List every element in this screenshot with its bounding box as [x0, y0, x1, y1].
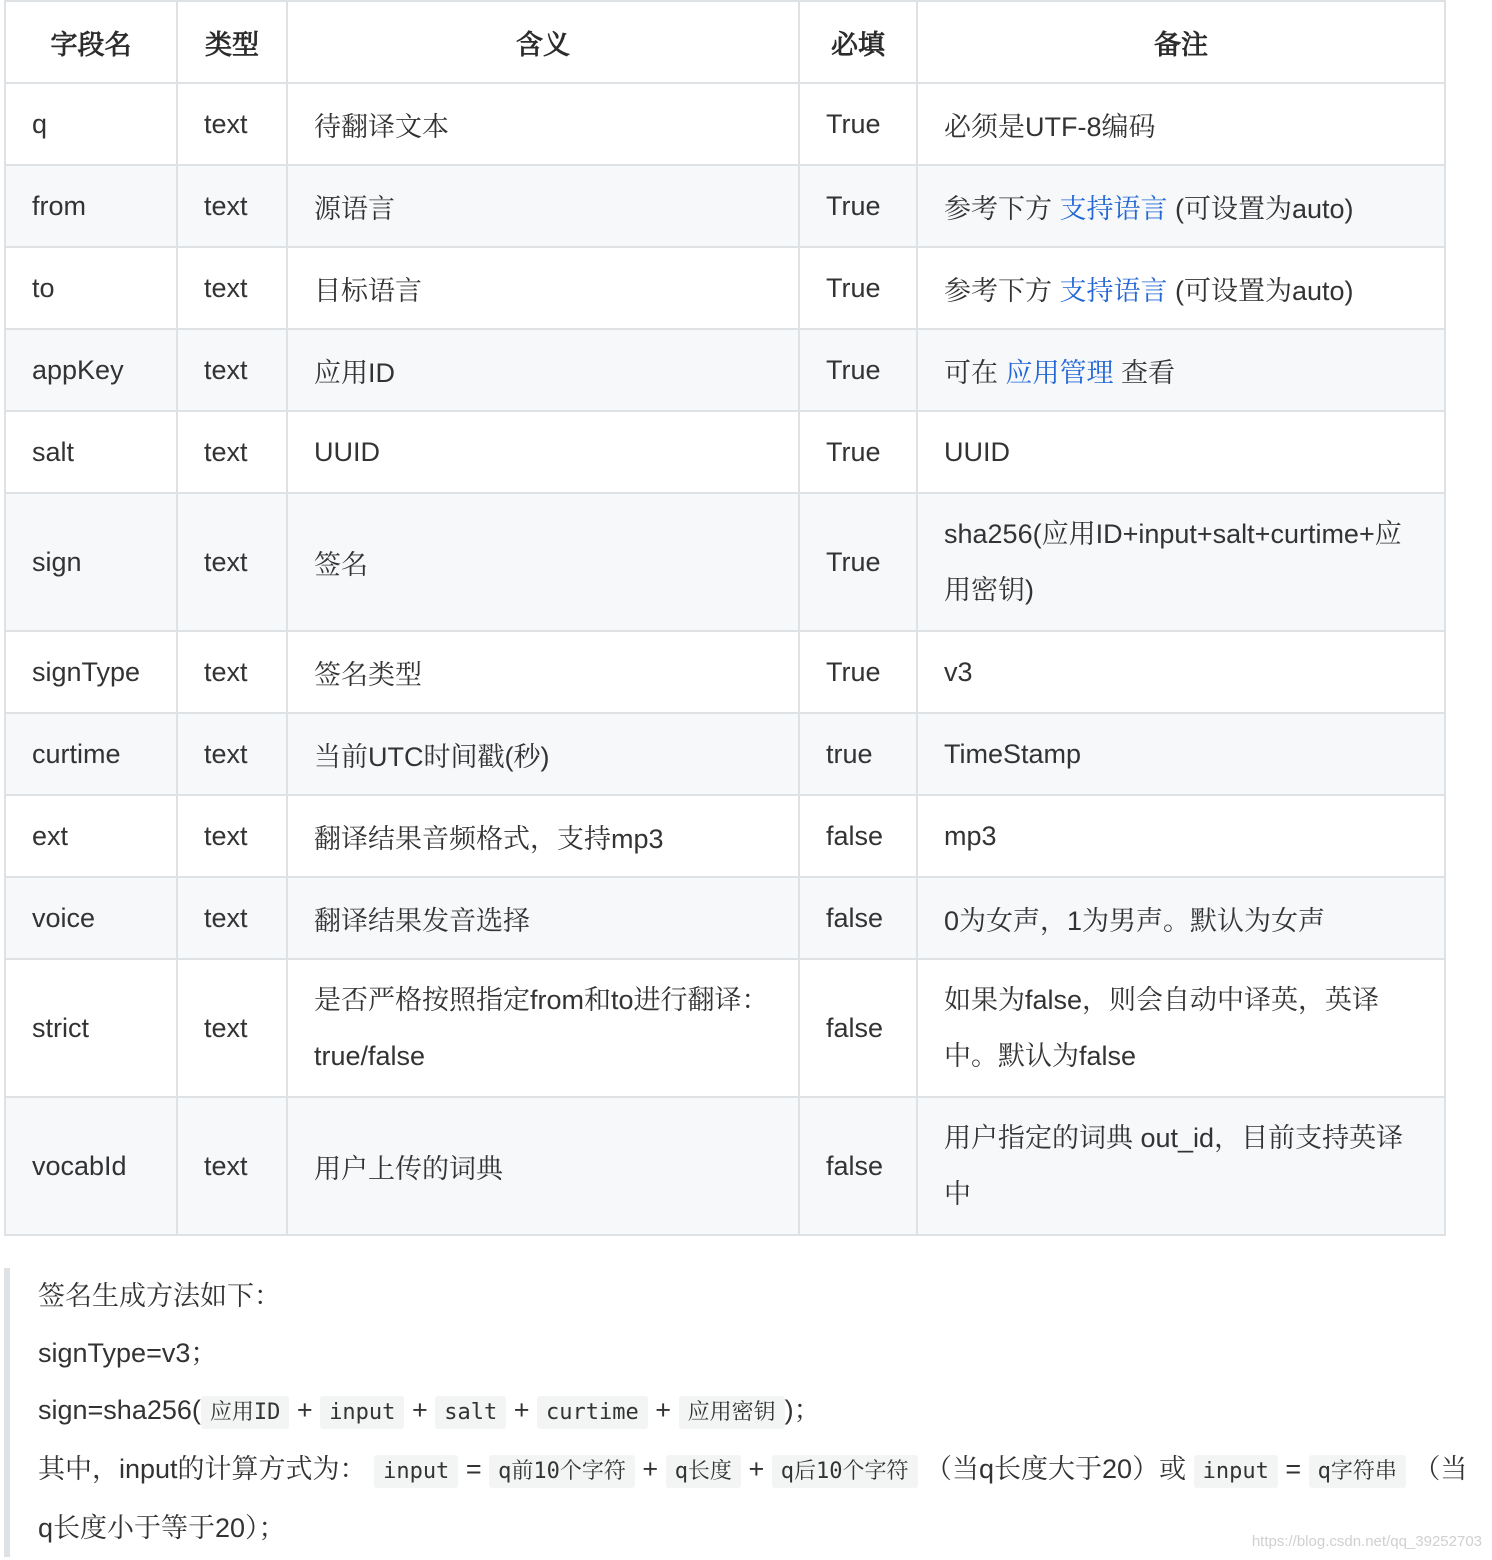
- cell-note: [917, 247, 1445, 329]
- plus-sign: +: [642, 1454, 659, 1484]
- code-input: input: [374, 1455, 458, 1488]
- cell-field: signType: [5, 631, 177, 713]
- cell-required: True: [799, 247, 917, 329]
- cell-note: 0为女声，1为男声。默认为女声: [917, 877, 1445, 959]
- cell-meaning: 当前UTC时间戳(秒): [287, 713, 799, 795]
- cell-field: ext: [5, 795, 177, 877]
- cell-required: True: [799, 631, 917, 713]
- cell-meaning: 源语言: [287, 165, 799, 247]
- note-suffix: (可设置为auto): [1167, 193, 1354, 224]
- table-row: [5, 247, 1445, 329]
- note-prefix: 可在: [944, 357, 1006, 388]
- header-type: 类型: [177, 1, 287, 83]
- plus-sign: +: [513, 1395, 530, 1425]
- cell-type: text: [177, 795, 287, 877]
- cell-field: salt: [5, 411, 177, 493]
- cell-note: [917, 329, 1445, 411]
- supported-languages-link[interactable]: 支持语言: [1059, 193, 1168, 224]
- table-row: [5, 795, 1445, 877]
- code-curtime: curtime: [537, 1396, 648, 1429]
- parameter-table: [4, 0, 1446, 1236]
- code-salt: salt: [435, 1396, 506, 1429]
- cell-note: sha256(应用ID+input+salt+curtime+应用密钥): [917, 493, 1445, 631]
- cell-type: text: [177, 959, 287, 1097]
- cell-required: True: [799, 493, 917, 631]
- cell-field: q: [5, 83, 177, 165]
- cell-meaning: 目标语言: [287, 247, 799, 329]
- header-note: 备注: [917, 1, 1445, 83]
- signature-note-blockquote: [4, 1268, 1468, 1557]
- cell-meaning: 翻译结果音频格式，支持mp3: [287, 795, 799, 877]
- sign-type-line: signType=v3；: [38, 1338, 218, 1368]
- cell-meaning: UUID: [287, 411, 799, 493]
- note-suffix: 查看: [1113, 357, 1176, 388]
- cell-field: strict: [5, 959, 177, 1097]
- code-input: input: [320, 1396, 404, 1429]
- cell-type: text: [177, 877, 287, 959]
- cell-type: text: [177, 83, 287, 165]
- table-row: [5, 631, 1445, 713]
- sign-formula-line: [38, 1382, 1468, 1441]
- signature-intro: 签名生成方法如下：: [38, 1281, 281, 1311]
- table-row: [5, 713, 1445, 795]
- cell-type: text: [177, 1097, 287, 1235]
- code-input: input: [1194, 1455, 1278, 1488]
- code-q-string: q字符串: [1309, 1455, 1406, 1488]
- cell-type: text: [177, 329, 287, 411]
- formula-suffix: )；: [784, 1395, 821, 1425]
- table-row: [5, 83, 1445, 165]
- cell-field: vocabId: [5, 1097, 177, 1235]
- table-row: [5, 493, 1445, 631]
- plus-sign: +: [748, 1454, 765, 1484]
- cell-meaning: 签名: [287, 493, 799, 631]
- cell-meaning: 应用ID: [287, 329, 799, 411]
- code-q-length: q长度: [666, 1455, 741, 1488]
- cell-required: True: [799, 329, 917, 411]
- supported-languages-link[interactable]: 支持语言: [1059, 275, 1168, 306]
- app-management-link[interactable]: 应用管理: [1005, 357, 1114, 388]
- calc-prefix: 其中，input的计算方式为：: [38, 1454, 367, 1484]
- formula-prefix: sign=sha256(: [38, 1395, 201, 1425]
- cell-type: text: [177, 631, 287, 713]
- cell-type: text: [177, 493, 287, 631]
- cell-note: 如果为false，则会自动中译英，英译中。默认为false: [917, 959, 1445, 1097]
- watermark: https://blog.csdn.net/qq_39252703: [1251, 1533, 1482, 1550]
- cell-required: True: [799, 83, 917, 165]
- cell-note: TimeStamp: [917, 713, 1445, 795]
- cell-note: 必须是UTF-8编码: [917, 83, 1445, 165]
- code-app-id: 应用ID: [201, 1396, 290, 1429]
- code-q-first-10: q前10个字符: [489, 1455, 635, 1488]
- header-meaning: 含义: [287, 1, 799, 83]
- cell-required: false: [799, 959, 917, 1097]
- cell-note: mp3: [917, 795, 1445, 877]
- table-row: [5, 959, 1445, 1097]
- table-header-row: [5, 1, 1445, 83]
- cell-note: [917, 165, 1445, 247]
- equals-sign: =: [1285, 1454, 1302, 1484]
- cell-field: appKey: [5, 329, 177, 411]
- plus-sign: +: [655, 1395, 672, 1425]
- cell-required: false: [799, 795, 917, 877]
- table-row: [5, 877, 1445, 959]
- cell-note: UUID: [917, 411, 1445, 493]
- note-prefix: 参考下方: [944, 193, 1060, 224]
- cell-meaning: 是否严格按照指定from和to进行翻译：true/false: [287, 959, 799, 1097]
- cell-field: from: [5, 165, 177, 247]
- calc-condition-long: （当q长度大于20）或: [925, 1454, 1187, 1484]
- cell-meaning: 翻译结果发音选择: [287, 877, 799, 959]
- note-prefix: 参考下方: [944, 275, 1060, 306]
- code-app-secret: 应用密钥: [679, 1396, 785, 1429]
- calc-condition-short: （当q长度小于等于20）；: [38, 1454, 1468, 1543]
- table-row: [5, 329, 1445, 411]
- cell-field: sign: [5, 493, 177, 631]
- equals-sign: =: [465, 1454, 482, 1484]
- cell-note: v3: [917, 631, 1445, 713]
- header-field: 字段名: [5, 1, 177, 83]
- cell-required: false: [799, 1097, 917, 1235]
- cell-required: false: [799, 877, 917, 959]
- table-row: [5, 1097, 1445, 1235]
- table-row: [5, 411, 1445, 493]
- cell-field: curtime: [5, 713, 177, 795]
- cell-type: text: [177, 247, 287, 329]
- cell-meaning: 签名类型: [287, 631, 799, 713]
- plus-sign: +: [411, 1395, 428, 1425]
- cell-type: text: [177, 411, 287, 493]
- cell-required: True: [799, 411, 917, 493]
- cell-type: text: [177, 713, 287, 795]
- cell-note: 用户指定的词典 out_id，目前支持英译中: [917, 1097, 1445, 1235]
- header-required: 必填: [799, 1, 917, 83]
- cell-field: to: [5, 247, 177, 329]
- cell-type: text: [177, 165, 287, 247]
- cell-required: true: [799, 713, 917, 795]
- cell-meaning: 待翻译文本: [287, 83, 799, 165]
- code-q-last-10: q后10个字符: [772, 1455, 918, 1488]
- cell-required: True: [799, 165, 917, 247]
- cell-meaning: 用户上传的词典: [287, 1097, 799, 1235]
- table-row: [5, 165, 1445, 247]
- note-suffix: (可设置为auto): [1167, 275, 1354, 306]
- plus-sign: +: [296, 1395, 313, 1425]
- cell-field: voice: [5, 877, 177, 959]
